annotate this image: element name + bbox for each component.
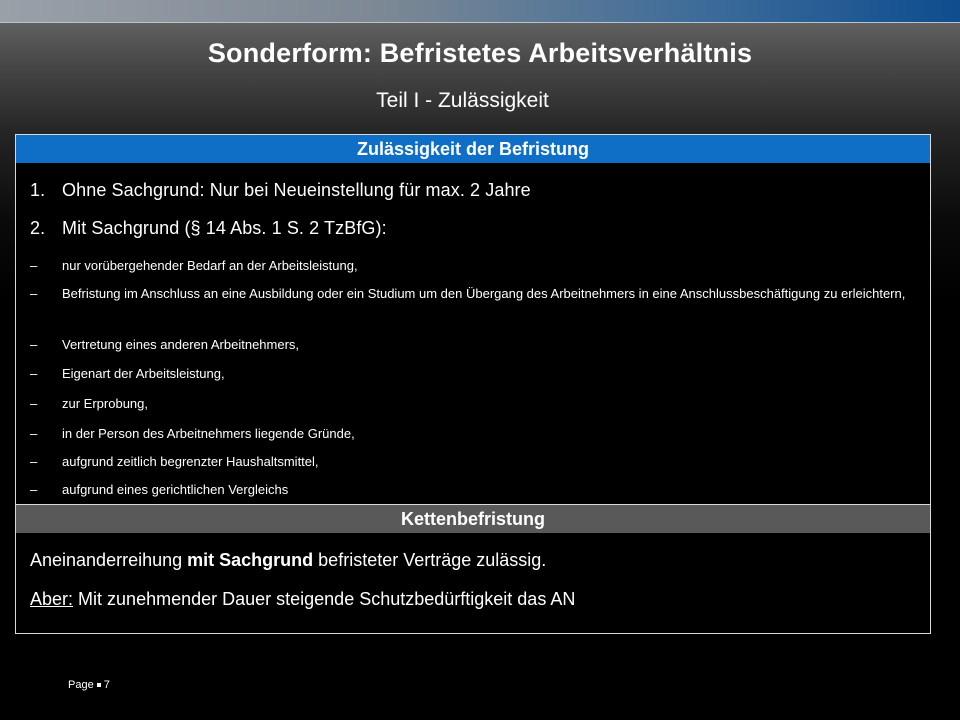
dash-marker: – (30, 454, 38, 469)
slide-title: Sonderform: Befristetes Arbeitsverhältnis (207, 38, 753, 68)
bullet-text: Vertretung eines anderen Arbeitnehmers, (62, 337, 300, 352)
aber-text: Mit zunehmender Dauer steigende Schutzbedürftigkeit das AN (78, 589, 576, 609)
dash-marker: – (30, 366, 38, 381)
bullet-text: Eigenart der Arbeitsleistung, (62, 366, 225, 381)
page-label: Page (68, 679, 94, 691)
dash-marker: – (30, 258, 38, 273)
bullet-text: zur Erprobung, (62, 396, 148, 411)
square-bullet-icon (97, 683, 101, 687)
bullet-text: aufgrund zeitlich begrenzter Haushaltsmittel, (62, 454, 319, 469)
dash-marker: – (30, 426, 38, 441)
kette-text-bold: mit Sachgrund (187, 550, 314, 570)
dash-marker: – (30, 337, 38, 352)
dash-marker: – (30, 482, 38, 497)
section-header-zulaessigkeit: Zulässigkeit der Befristung (16, 135, 930, 163)
bullet-item (30, 257, 910, 275)
aber-label: Aber: (30, 589, 74, 609)
item-text: Mit Sachgrund (§ 14 Abs. 1 S. 2 TzBfG): (62, 218, 387, 238)
bullet-item (30, 453, 910, 471)
numbered-item (30, 180, 531, 201)
kette-text-pre: Aneinanderreihung (30, 550, 183, 570)
bullet-item (30, 481, 910, 499)
bullet-item (30, 425, 910, 443)
bullet-item (30, 336, 910, 354)
bullet-text: in der Person des Arbeitnehmers liegende Gründe, (62, 426, 355, 441)
kette-text-post: befristeter Verträge zulässig. (318, 550, 547, 570)
banner-divider (0, 22, 960, 23)
kette-line-2 (30, 589, 575, 610)
page-footer (68, 679, 110, 691)
item-text: Ohne Sachgrund: Nur bei Neueinstellung für max. 2 Jahre (62, 180, 531, 200)
top-banner (0, 0, 960, 22)
section-kettenbefristung-body (16, 533, 930, 660)
section-zulaessigkeit-body (16, 163, 930, 504)
kette-line-1 (30, 550, 546, 571)
bullet-item (30, 395, 910, 413)
bullet-text: nur vorübergehender Bedarf an der Arbeitsleistung, (62, 258, 358, 273)
page-number: 7 (103, 679, 110, 691)
numbered-item (30, 218, 387, 239)
dash-marker: – (30, 286, 38, 301)
content-panel (15, 134, 931, 634)
section-header-kettenbefristung: Kettenbefristung (16, 504, 930, 533)
slide-subtitle: Teil I - Zulässigkeit (376, 89, 549, 112)
item-number: 2. (30, 218, 46, 238)
bullet-item (30, 285, 910, 303)
item-number: 1. (30, 180, 46, 200)
bullet-text: aufgrund eines gerichtlichen Vergleichs (62, 482, 289, 497)
bullet-item (30, 365, 910, 383)
dash-marker: – (30, 396, 38, 411)
bullet-text: Befristung im Anschluss an eine Ausbildung oder ein Studium um den Übergang des Arbeitnehmers in eine Anschlussbeschäftigung zu erleichtern, (62, 286, 906, 301)
